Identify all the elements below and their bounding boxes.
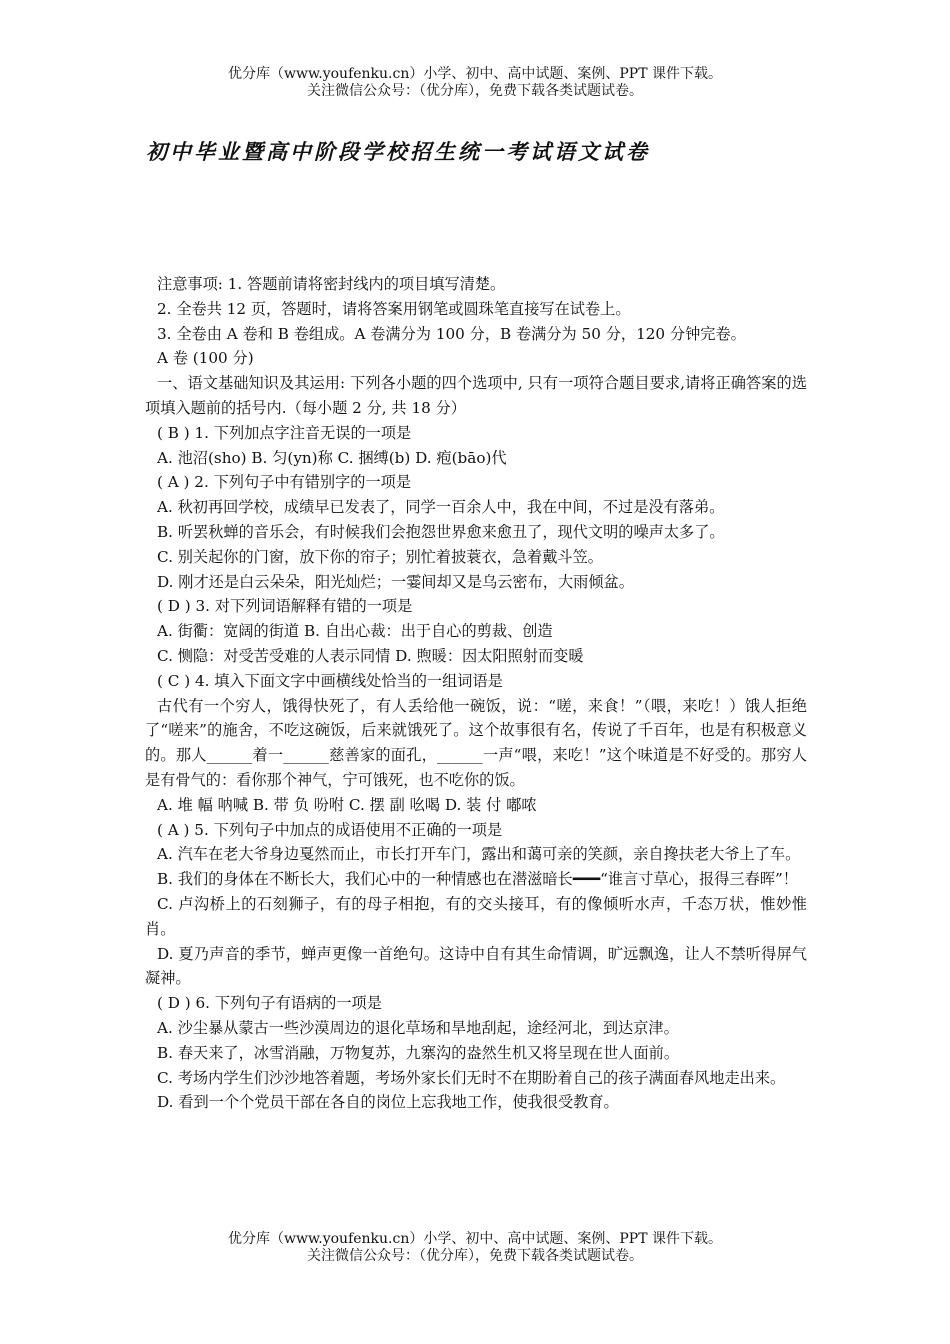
question-2-option-c: C. 别关起你的门窗，放下你的帘子；别忙着披蓑衣，急着戴斗笠。 [157, 547, 603, 566]
header-line-1: 优分库（www.youfenku.cn）小学、初中、高中试题、案例、PPT 课件下载。 [227, 66, 722, 82]
section-1-instructions: 一、语文基础知识及其运用: 下列各小题的四个选项中, 只有一项符合题目要求,请将正确答案的选项填入题前的括号内.（每小题 2 分, 共 18 分） [145, 374, 807, 417]
question-5-stem: ( A ) 5. 下列句子中加点的成语使用不正确的一项是 [157, 820, 503, 839]
note-3: 3. 全卷由 A 卷和 B 卷组成。A 卷满分为 100 分，B 卷满分为 50 分，120 分钟完卷。 [157, 324, 746, 343]
page-footer [0, 1231, 950, 1265]
section-a-heading: A 卷 (100 分) [157, 349, 254, 368]
question-1-stem: ( B ) 1. 下列加点字注音无误的一项是 [157, 423, 412, 442]
question-6-stem: ( D ) 6. 下列句子有语病的一项是 [157, 994, 382, 1013]
question-2-stem: ( A ) 2. 下列句子中有错别字的一项是 [157, 473, 412, 492]
question-5-option-d: D. 夏乃声音的季节，蝉声更像一首绝句。这诗中自有其生命情调，旷远飘逸，让人不禁听得屏气凝神。 [145, 944, 807, 988]
footer-line-1: 优分库（www.youfenku.cn）小学、初中、高中试题、案例、PPT 课件下载。 [227, 1231, 722, 1247]
question-5-option-a: A. 汽车在老大爷身边戛然而止，市长打开车门，露出和蔼可亲的笑颜，亲自搀扶老大爷上了车。 [157, 845, 801, 864]
question-5-option-b: B. 我们的身体在不断长大，我们心中的一种情感也在潜滋暗长━━━“谁言寸草心，报得三春晖”！ [157, 870, 798, 889]
question-3-stem: ( D ) 3. 对下列词语解释有错的一项是 [157, 597, 413, 616]
question-4-passage: 古代有一个穷人，饿得快死了，有人丢给他一碗饭，说：“嗟，来食！”（喂，来吃！）饿人拒绝了“嗟来”的施舍，不吃这碗饭，后来就饿死了。这个故事很有名，传说了千百年，也是有积极意义的。那人______着一______慈善家的面孔，______一声“喂，来吃！”这个味道是不好受的。那穷人是有骨气的：看你那个神气，宁可饿死，也不吃你的饭。 [145, 696, 807, 789]
question-2-option-b: B. 听罢秋蝉的音乐会，有时候我们会抱怨世界愈来愈丑了，现代文明的噪声太多了。 [157, 522, 725, 541]
question-6-option-b: B. 春天来了，冰雪消融，万物复苏，九寨沟的盎然生机又将呈现在世人面前。 [157, 1043, 680, 1062]
question-4-stem: ( C ) 4. 填入下面文字中画横线处恰当的一组词语是 [157, 671, 503, 690]
question-6-option-c: C. 考场内学生们沙沙地答着题，考场外家长们无时不在期盼着自己的孩子满面春风地走出来。 [157, 1068, 786, 1087]
page-title: 初中毕业暨高中阶段学校招生统一考试语文试卷 [146, 139, 650, 164]
question-4-options: A. 堆 幅 呐喊 B. 带 负 吩咐 C. 摆 副 吆喝 D. 装 付 嘟哝 [157, 795, 537, 814]
footer-line-2: 关注微信公众号：（优分库），免费下载各类试题试卷。 [307, 1248, 643, 1264]
question-2-option-a: A. 秋初再回学校，成绩早已发表了，同学一百余人中，我在中间，不过是没有落弟。 [157, 498, 725, 517]
question-5-option-c: C. 卢沟桥上的石刻狮子，有的母子相抱，有的交头接耳，有的像倾听水声，千态万状，惟妙惟肖。 [145, 894, 807, 938]
question-3-options-cd: C. 恻隐：对受苦受难的人表示同情 D. 煦暖：因太阳照射而变暖 [157, 646, 584, 665]
exam-content [145, 272, 807, 1115]
page-header [0, 66, 950, 100]
question-1-options: A. 池沼(sho) B. 匀(yn)称 C. 捆缚(b) D. 疱(bāo)代 [157, 448, 507, 467]
question-6-option-d: D. 看到一个个党员干部在各自的岗位上忘我地工作，使我很受教育。 [157, 1093, 619, 1112]
question-6-option-a: A. 沙尘暴从蒙古一些沙漠周边的退化草场和旱地刮起，途经河北，到达京津。 [157, 1018, 679, 1037]
note-1: 注意事项: 1. 答题前请将密封线内的项目填写清楚。 [157, 275, 506, 293]
note-2: 2. 全卷共 12 页，答题时，请将答案用钢笔或圆珠笔直接写在试卷上。 [157, 299, 631, 318]
header-line-2: 关注微信公众号：（优分库），免费下载各类试题试卷。 [307, 83, 643, 99]
question-3-options-ab: A. 街衢：宽阔的街道 B. 自出心裁：出于自心的剪裁、创造 [157, 622, 553, 641]
question-2-option-d: D. 刚才还是白云朵朵，阳光灿烂；一霎间却又是乌云密布，大雨倾盆。 [157, 572, 634, 591]
